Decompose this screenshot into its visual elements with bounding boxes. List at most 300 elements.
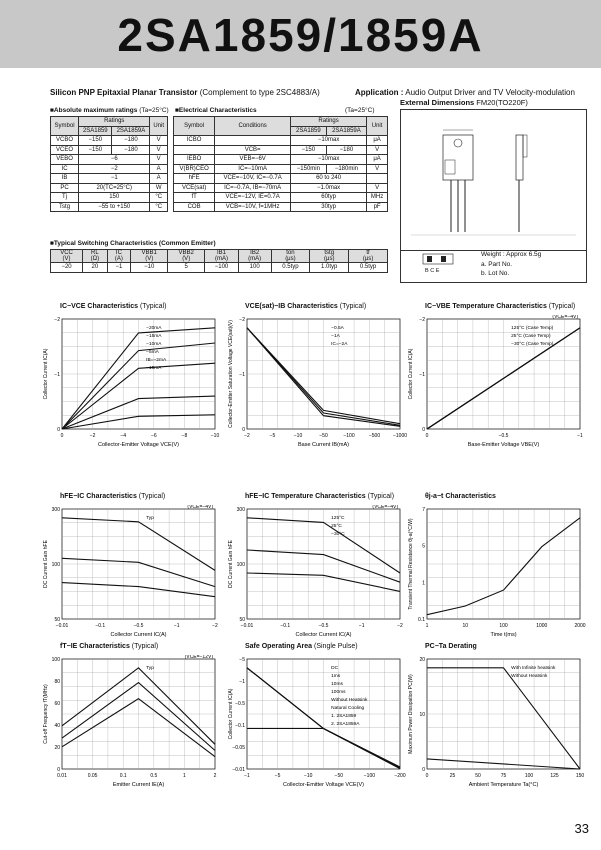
elec-symbol: V(BR)CEO <box>174 164 215 174</box>
abs-title <box>50 107 169 114</box>
abs-row <box>51 145 168 155</box>
x-tick-label: −2 <box>397 623 403 629</box>
x-tick-label: −100 <box>343 433 355 439</box>
elec-h-ratings: Ratings <box>291 117 367 127</box>
abs-unit: A <box>150 174 168 184</box>
y-axis-label: Maximum Power Dissipation PC(W) <box>408 674 414 754</box>
elec-condition: VCE=−10V, IC=−0.7A <box>215 174 291 184</box>
x-tick-label: −1 <box>244 773 250 779</box>
sw-value: 5 <box>168 263 205 273</box>
sw-title: ■Typical Switching Characteristics (Common Emitter) <box>50 240 216 247</box>
abs-rating: −6 <box>79 155 150 165</box>
complement-text: (Complement to type 2SC4883/A) <box>199 88 320 97</box>
y-tick-label: −1 <box>239 679 245 685</box>
sw-head <box>51 250 388 263</box>
y-axis-label: Transient Thermal Resistance θj-a(°C/W) <box>408 518 414 610</box>
chart-title-text: fT−IE Characteristics <box>60 643 130 650</box>
curve-label: 1. 2SA1859 <box>331 714 357 719</box>
abs-unit: °C <box>150 202 168 212</box>
chart-title-c1 <box>60 303 166 310</box>
abs-row <box>51 193 168 203</box>
elec-rating: −10max <box>291 136 367 146</box>
curve-label: −0.5A <box>331 326 344 331</box>
x-tick-label: 0.05 <box>87 773 98 779</box>
x-tick-label: 1 <box>425 623 429 629</box>
x-tick-label: 0.1 <box>119 773 127 779</box>
curve-label: −10mA <box>146 342 162 347</box>
y-tick-label: 80 <box>54 679 60 685</box>
y-tick-label: 60 <box>54 701 60 707</box>
curve-label: −15mA <box>146 334 162 339</box>
y-tick-label: −1 <box>54 372 60 378</box>
abs-unit: W <box>150 183 168 193</box>
chart-condition: (VCE=−4V) <box>372 505 398 510</box>
y-tick-label: −0.01 <box>232 767 245 773</box>
chart-title-c6 <box>425 493 496 500</box>
sw-header: IC (A) <box>107 250 131 263</box>
sw-header: IB2 (mA) <box>238 250 271 263</box>
x-tick-label: −0.5 <box>133 623 144 629</box>
abs-h-ratings: Ratings <box>79 117 150 127</box>
x-tick-label: −2 <box>89 433 96 439</box>
chart-title-text: θj-a−t Characteristics <box>425 493 496 500</box>
chart-note: (Typical) <box>139 303 167 310</box>
x-tick-label: 1000 <box>536 623 548 629</box>
curve-label: −30°C <box>331 532 345 537</box>
elec-temp: (Ta=25°C) <box>345 107 375 114</box>
elec-rating-2: −180min <box>326 164 366 174</box>
page-number: 33 <box>574 821 589 836</box>
x-tick-label: −1000 <box>392 433 408 439</box>
x-tick-label: 125 <box>550 773 559 779</box>
x-tick-label: −4 <box>120 433 127 439</box>
y-axis-label: Collector Current IC(A) <box>408 348 414 400</box>
y-tick-label: −2 <box>239 317 245 323</box>
curve-label: Natural Cooling <box>331 706 365 711</box>
y-tick-label: −2 <box>54 317 60 323</box>
elec-row <box>174 174 388 184</box>
x-axis-label: Base Current IB(mA) <box>297 442 350 448</box>
elec-condition <box>215 136 291 146</box>
y-tick-label: 300 <box>236 507 245 513</box>
elec-condition: VEB=−6V <box>215 155 291 165</box>
x-tick-label: −2 <box>244 433 250 439</box>
abs-row <box>51 136 168 146</box>
x-tick-label: 25 <box>449 773 456 779</box>
sw-row <box>51 263 388 273</box>
y-tick-label: 0 <box>57 427 60 433</box>
sw-header: VBB1 (V) <box>131 250 168 263</box>
abs-title-text: ■Absolute maximum ratings <box>50 107 138 114</box>
x-tick-label: 0.5 <box>150 773 158 779</box>
sw-header: tstg (μs) <box>310 250 349 263</box>
y-axis-label: Cut-off Frequency fT(MHz) <box>43 684 49 744</box>
sw-header: VCC (V) <box>51 250 83 263</box>
x-axis-label: Time t(ms) <box>490 632 517 638</box>
subtitle <box>50 88 320 97</box>
curve-label: −1A <box>331 334 340 339</box>
elec-h-p2: 2SA1859A <box>326 126 366 136</box>
abs-table <box>50 116 168 212</box>
ext-title-text: External Dimensions <box>400 98 475 107</box>
elec-unit: pF <box>367 202 388 212</box>
y-tick-label: 0 <box>422 767 425 773</box>
x-axis-label: Collector-Emitter Voltage VCE(V) <box>283 782 364 788</box>
abs-unit: °C <box>150 193 168 203</box>
sw-value: 1.0typ <box>310 263 349 273</box>
elec-symbol: fT <box>174 193 215 203</box>
abs-symbol: IB <box>51 174 79 184</box>
abs-row <box>51 202 168 212</box>
chart-title-c2 <box>245 303 366 310</box>
y-tick-label: 10 <box>419 712 425 718</box>
x-axis-label: Emitter Current IE(A) <box>112 782 165 788</box>
elec-row <box>174 164 388 174</box>
elec-condition: VCB=−10V, f=1MHz <box>215 202 291 212</box>
elec-symbol: COB <box>174 202 215 212</box>
y-tick-label: −0.05 <box>232 745 245 751</box>
curve-label: 1ms <box>331 674 341 679</box>
y-tick-label: −1 <box>239 372 245 378</box>
abs-symbol: VCEO <box>51 145 79 155</box>
x-tick-label: −500 <box>368 433 381 439</box>
y-tick-label: 40 <box>54 723 60 729</box>
chart-svg-c1 <box>40 315 235 485</box>
x-tick-label: −5 <box>274 773 281 779</box>
x-tick-label: 0 <box>425 773 429 779</box>
curve-label: 2. 2SA1859A <box>331 722 360 727</box>
pin-diagram-svg <box>421 252 461 280</box>
x-tick-label: 150 <box>575 773 585 779</box>
y-axis-label: Collector Current IC(A) <box>43 348 49 400</box>
x-tick-label: −50 <box>334 773 344 779</box>
application-label: Application : <box>355 88 404 97</box>
elec-unit: V <box>367 183 388 193</box>
elec-condition: IC=−10mA <box>215 164 291 174</box>
x-tick-label: 100 <box>524 773 534 779</box>
y-tick-label: −0.5 <box>235 701 245 707</box>
elec-row <box>174 202 388 212</box>
y-tick-label: 0 <box>57 767 60 773</box>
y-tick-label: 0.1 <box>418 617 425 623</box>
x-axis-label: Collector Current IC(A) <box>110 632 167 638</box>
elec-body <box>174 136 388 212</box>
chart-note: (Typical) <box>367 493 395 500</box>
sw-value: −20 <box>51 263 83 273</box>
chart-note: (Typical) <box>339 303 367 310</box>
abs-rating: 150 <box>79 193 150 203</box>
abs-symbol: VEBO <box>51 155 79 165</box>
abs-h-p2: 2SA1859A <box>112 126 150 136</box>
x-axis-label: Collector Current IC(A) <box>295 632 352 638</box>
x-tick-label: 100 <box>499 623 508 629</box>
y-tick-label: 0 <box>242 427 245 433</box>
x-tick-label: −10 <box>303 773 313 779</box>
abs-rating: −1 <box>79 174 150 184</box>
abs-rating-2: −180 <box>112 145 150 155</box>
elec-unit: V <box>367 145 388 155</box>
chart-title-c4 <box>60 493 165 500</box>
curve-label: Without Heatsink <box>511 674 548 679</box>
y-tick-label: 5 <box>422 543 425 550</box>
x-tick-label: 0 <box>425 433 429 439</box>
y-tick-label: 20 <box>419 657 425 663</box>
abs-symbol: Tj <box>51 193 79 203</box>
abs-rating-2: −180 <box>112 136 150 146</box>
abs-unit: V <box>150 136 168 146</box>
elec-rating: −10max <box>291 155 367 165</box>
chart-svg-c3 <box>405 315 600 485</box>
abs-rating: 20(TC=25°C) <box>79 183 150 193</box>
elec-h-cond: Conditions <box>215 117 291 136</box>
ext-pkg: FM20(TO220F) <box>476 98 528 107</box>
abs-row <box>51 164 168 174</box>
chart-title-text: IC−VCE Characteristics <box>60 303 139 310</box>
x-axis-label: Collector-Emitter Voltage VCE(V) <box>98 442 179 448</box>
package-outline-svg <box>401 110 586 250</box>
curve-label: 10ms <box>331 682 343 687</box>
elec-row <box>174 183 388 193</box>
x-tick-label: −0.01 <box>55 623 69 629</box>
elec-row <box>174 193 388 203</box>
page-title: 2SA1859/1859A <box>117 9 484 61</box>
y-axis-label: DC Current Gain hFE <box>43 540 49 588</box>
part-no: a. Part No. <box>481 261 513 268</box>
elec-symbol: IEBO <box>174 155 215 165</box>
elec-unit: MHz <box>367 193 388 203</box>
chart-note: (Typical) <box>138 493 166 500</box>
curve-label: Typ <box>146 516 154 521</box>
x-tick-label: −50 <box>319 433 328 439</box>
elec-rating: 30typ <box>291 202 367 212</box>
abs-temp: (Ta=25°C) <box>139 107 169 114</box>
chart-title-text: VCE(sat)−IB Characteristics <box>245 303 338 310</box>
elec-table <box>173 116 388 212</box>
sw-value: −10 <box>131 263 168 273</box>
elec-unit: μA <box>367 155 388 165</box>
sw-value: −100 <box>205 263 239 273</box>
chart-condition: (VCE=−4V) <box>187 505 213 510</box>
sw-value: 0.5typ <box>271 263 310 273</box>
elec-symbol: hFE <box>174 174 215 184</box>
elec-symbol <box>174 145 215 155</box>
package-drawing <box>400 109 587 251</box>
x-tick-label: −200 <box>394 773 406 779</box>
x-axis-label: Ambient Temperature Ta(°C) <box>468 782 539 788</box>
elec-row <box>174 145 388 155</box>
y-tick-label: 300 <box>51 507 60 513</box>
x-tick-label: 2000 <box>574 623 586 629</box>
elec-condition: VCB= <box>215 145 291 155</box>
y-tick-label: 1 <box>422 580 425 587</box>
elec-condition: VCE=−12V, IE=0.7A <box>215 193 291 203</box>
chart-svg-c8 <box>225 655 420 825</box>
abs-rating: −2 <box>79 164 150 174</box>
curve-label: IC=−2A <box>331 342 348 347</box>
abs-rating-1: −150 <box>79 145 112 155</box>
x-tick-label: −1 <box>173 623 180 629</box>
x-tick-label: −1 <box>577 433 583 439</box>
x-tick-label: 2 <box>213 773 217 779</box>
curve-label: −5mA <box>146 350 159 355</box>
y-tick-label: 100 <box>51 562 60 568</box>
abs-symbol: IC <box>51 164 79 174</box>
application-text: Audio Output Driver and TV Velocity-modulation <box>405 88 575 97</box>
chart-title-text: PC−Ta Derating <box>425 643 477 650</box>
subtitle-text: Silicon PNP Epitaxial Planar Transistor <box>50 88 198 97</box>
y-tick-label: 50 <box>54 617 60 623</box>
elec-symbol: VCE(sat) <box>174 183 215 193</box>
y-axis-label: Collector Current IC(A) <box>228 688 234 740</box>
x-tick-label: −10 <box>293 433 303 439</box>
elec-condition: IC=−0.7A, IB=−70mA <box>215 183 291 193</box>
curve-label: 125°C (Case Temp) <box>511 326 554 331</box>
x-tick-label: 1 <box>183 773 186 779</box>
ext-title <box>400 98 528 107</box>
curve-label: With Infinite heatsink <box>511 666 556 671</box>
x-tick-label: 50 <box>475 773 481 779</box>
elec-rating: 60typ <box>291 193 367 203</box>
chart-title-text: hFE−IC Temperature Characteristics <box>245 493 366 500</box>
sw-header: IB1 (mA) <box>205 250 239 263</box>
x-tick-label: −10 <box>210 433 220 439</box>
abs-symbol: PC <box>51 183 79 193</box>
sw-header: tf (μs) <box>349 250 388 263</box>
elec-symbol: ICBO <box>174 136 215 146</box>
application <box>355 88 575 97</box>
abs-unit: A <box>150 164 168 174</box>
x-tick-label: −1 <box>358 623 365 629</box>
chart-title-c5 <box>245 493 394 500</box>
package-legend <box>400 248 587 283</box>
x-tick-label: 0.01 <box>57 773 67 779</box>
elec-h-unit: Unit <box>367 117 388 136</box>
y-axis-label: Collector-Emitter Saturation Voltage VCE(sat)(V) <box>228 320 234 428</box>
curve-label: 25°C <box>331 524 342 529</box>
chart-svg-c7 <box>40 655 235 825</box>
abs-rating: −55 to +150 <box>79 202 150 212</box>
x-tick-label: 0 <box>60 433 64 439</box>
curve-label: Typ <box>146 666 154 671</box>
y-tick-label: 100 <box>51 657 60 663</box>
elec-rating-1: −150min <box>291 164 327 174</box>
curve-label: 25°C (Case Temp) <box>511 334 551 339</box>
y-tick-label: −0.1 <box>235 723 245 729</box>
abs-row <box>51 174 168 184</box>
abs-rating-1: −150 <box>79 136 112 146</box>
chart-title-c7 <box>60 643 158 650</box>
sw-value: 100 <box>238 263 271 273</box>
abs-symbol: Tstg <box>51 202 79 212</box>
x-tick-label: −0.1 <box>95 623 106 629</box>
lot-no: b. Lot No. <box>481 270 510 277</box>
chart-note: (Single Pulse) <box>314 643 358 650</box>
pins-label: B C E <box>425 268 440 274</box>
y-tick-label: 7 <box>422 507 425 513</box>
curve-label: −20mA <box>146 326 162 331</box>
abs-h-symbol: Symbol <box>51 117 79 136</box>
sw-value: −1 <box>107 263 131 273</box>
chart-title-text: IC−VBE Temperature Characteristics <box>425 303 547 310</box>
curve-label: DC <box>331 666 339 671</box>
y-tick-label: 100 <box>236 562 245 568</box>
curve-label: −15mA <box>146 366 162 371</box>
x-tick-label: −2 <box>212 623 218 629</box>
chart-title-text: Safe Operating Area <box>245 643 313 650</box>
x-tick-label: −0.5 <box>318 623 329 629</box>
sw-value: 0.5typ <box>349 263 388 273</box>
abs-h-unit: Unit <box>150 117 168 136</box>
abs-unit: V <box>150 145 168 155</box>
chart-condition: (VCE=−12V) <box>184 655 213 660</box>
elec-h-symbol: Symbol <box>174 117 215 136</box>
chart-title-c8 <box>245 643 358 650</box>
x-tick-label: −0.5 <box>498 433 509 439</box>
x-tick-label: −100 <box>363 773 376 779</box>
elec-rating-1: −150 <box>291 145 327 155</box>
curve-label: 125°C <box>331 516 345 521</box>
elec-rating: 60 to 240 <box>291 174 367 184</box>
chart-svg-c9 <box>405 655 600 825</box>
curve-label: 100ms <box>331 690 346 695</box>
x-tick-label: 75 <box>500 773 507 779</box>
elec-unit: V <box>367 164 388 174</box>
x-tick-label: −8 <box>181 433 188 439</box>
sw-header: VBB2 (V) <box>168 250 205 263</box>
abs-unit: V <box>150 155 168 165</box>
chart-title-c3 <box>425 303 575 310</box>
curve-label: IB=−2mA <box>146 358 167 363</box>
elec-row <box>174 155 388 165</box>
x-tick-label: −6 <box>150 433 157 439</box>
chart-note: (Typical) <box>131 643 159 650</box>
y-tick-label: −2 <box>419 317 425 323</box>
y-tick-label: −5 <box>239 657 245 663</box>
elec-title: ■Electrical Characteristics <box>175 107 257 114</box>
abs-row <box>51 155 168 165</box>
y-tick-label: 50 <box>239 617 245 623</box>
elec-rating: −1.0max <box>291 183 367 193</box>
abs-h-p1: 2SA1859 <box>79 126 112 136</box>
y-tick-label: 20 <box>54 745 60 751</box>
y-tick-label: 0 <box>422 427 425 433</box>
abs-body <box>51 136 168 212</box>
elec-h-p1: 2SA1859 <box>291 126 327 136</box>
elec-unit <box>367 174 388 184</box>
abs-row <box>51 183 168 193</box>
elec-unit: μA <box>367 136 388 146</box>
x-axis-label: Base-Emitter Voltage VBE(V) <box>467 442 540 448</box>
chart-note: (Typical) <box>548 303 576 310</box>
sw-header: RL (Ω) <box>83 250 108 263</box>
x-tick-label: −5 <box>269 433 276 439</box>
chart-svg-c2 <box>225 315 420 485</box>
chart-condition: (VCE=−4V) <box>552 315 578 320</box>
x-tick-label: −0.1 <box>280 623 291 629</box>
elec-row <box>174 136 388 146</box>
curve-label: −30°C (Case Temp) <box>511 342 554 347</box>
abs-symbol: VCBO <box>51 136 79 146</box>
y-tick-label: −1 <box>419 372 425 378</box>
elec-rating-2: −180 <box>326 145 366 155</box>
weight: Weight : Approx 6.5g <box>481 251 542 258</box>
y-axis-label: DC Current Gain hFE <box>228 540 234 588</box>
x-tick-label: −0.01 <box>240 623 254 629</box>
sw-table <box>50 249 388 273</box>
chart-title-c9 <box>425 643 477 650</box>
sw-value: 20 <box>83 263 108 273</box>
sw-header: ton (μs) <box>271 250 310 263</box>
